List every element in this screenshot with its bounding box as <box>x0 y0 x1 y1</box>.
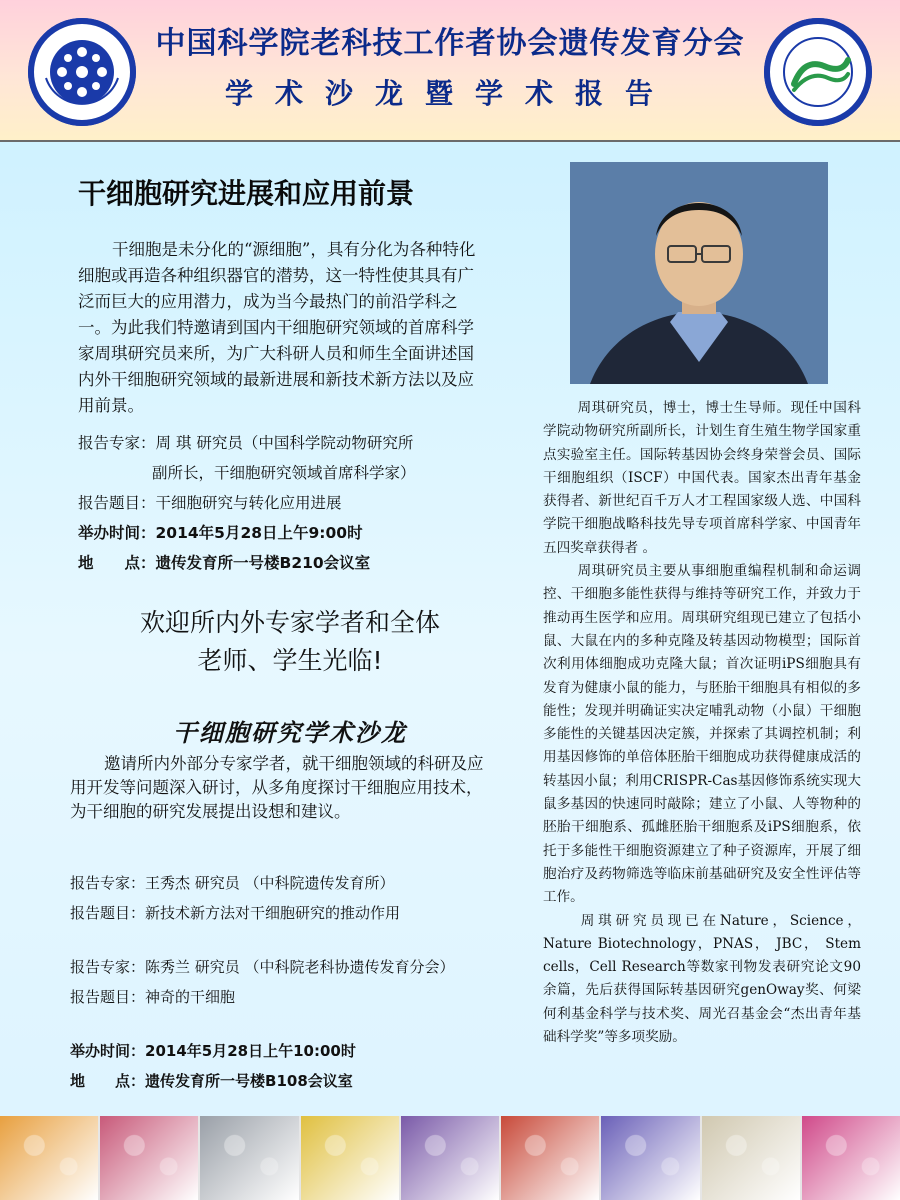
salon-talk-1-expert-row <box>70 868 530 898</box>
speaker-bio-text-3: 周琪研究员现已在Nature，Science，Nature Biotechnology，PNAS， JBC， Stem cells，Cell Research等数家刊物发表研究论文90余篇，先后获得国际转基因研究genOway奖、何梁何利基金科学与技术奖、周光召基金会“杰出青年基础科学奖”等多项奖励。 <box>543 912 861 1046</box>
salon-talk-2-expert-row <box>70 952 530 982</box>
main-report-place-label: 地 点： <box>78 554 156 572</box>
main-report-expert-value-2: 副所长，干细胞研究领域首席科学家） <box>152 464 416 482</box>
main-intro-text: 干细胞是未分化的“源细胞”，具有分化为各种特化细胞或再造各种组织器官的潜势，这一特性使其具有广泛而巨大的应用潜力，成为当今最热门的前沿学科之一。为此我们特邀请到国内干细胞研究领域的首席科学家周琪研究员来所，为广大科研人员和师生全面讲述国内外干细胞研究领域的最新进展和新技术新方法以及应用前景。 <box>78 240 476 415</box>
embryo-icon <box>301 1116 401 1200</box>
salon-place-label: 地 点： <box>70 1072 146 1090</box>
main-title: 干细胞研究进展和应用前景 <box>78 177 415 210</box>
main-report-expert-row <box>78 428 518 458</box>
main-report-time-value: 2014年5月28日上午9:00时 <box>155 524 363 542</box>
main-report-topic-value: 干细胞研究与转化应用进展 <box>155 494 342 512</box>
footer-image-strip <box>0 1116 900 1200</box>
speaker-bio <box>543 397 861 1049</box>
salon-time-value: 2014年5月28日上午10:00时 <box>145 1042 356 1060</box>
salon-time-row <box>70 1036 530 1066</box>
salon-intro-text: 邀请所内外部分专家学者，就干细胞领域的科研及应用开发等问题深入研讨，从多角度探讨干细胞应用技术，为干细胞的研究发展提出设想和建议。 <box>70 754 484 821</box>
main-report-topic-row <box>78 488 518 518</box>
speaker-portrait-icon <box>570 162 828 384</box>
main-report-time-label: 举办时间： <box>78 524 156 542</box>
salon-place-value: 遗传发育所一号楼B108会议室 <box>145 1072 353 1090</box>
main-report-topic-label: 报告题目： <box>78 494 156 512</box>
igdb-logo-icon <box>764 18 872 126</box>
poster-header <box>0 0 900 142</box>
salon-title: 干细胞研究学术沙龙 <box>173 718 407 747</box>
main-report-expert-label: 报告专家： <box>78 434 156 452</box>
speaker-photo <box>570 162 828 384</box>
header-title: 中国科学院老科技工作者协会遗传发育分会 <box>155 26 745 61</box>
mouse-purple-icon <box>401 1116 501 1200</box>
cells-red-icon <box>501 1116 601 1200</box>
salon-time-label: 举办时间： <box>70 1042 146 1060</box>
cells-orange-icon <box>0 1116 100 1200</box>
salon-talk-2-topic-value: 神奇的干细胞 <box>145 988 236 1006</box>
salon-intro <box>70 752 485 824</box>
speaker-bio-paragraph-3 <box>543 910 861 1050</box>
tissue-icon <box>702 1116 802 1200</box>
salon-talk-1 <box>70 868 530 928</box>
salon-talk-2 <box>70 952 530 1012</box>
salon-talk-1-expert-value: 王秀杰 研究员 （中科院遗传发育所） <box>145 874 395 892</box>
salon-talk-1-topic-row <box>70 898 530 928</box>
main-report-place-value: 遗传发育所一号楼B210会议室 <box>155 554 371 572</box>
speaker-bio-paragraph-1 <box>543 397 861 560</box>
salon-schedule <box>70 1036 530 1096</box>
cells-violet-icon <box>601 1116 701 1200</box>
speaker-bio-text-2: 周琪研究员主要从事细胞重编程机制和命运调控、干细胞多能性获得与维持等研究工作，并致力于推动再生医学和应用。周琪研究组现已建立了包括小鼠、大鼠在内的多种克隆及转基因动物模型；国际首次利用体细胞成功克隆大鼠；首次证明iPS细胞具有发育为健康小鼠的能力，与胚胎干细胞具有相似的多能性；发现并明确证实决定哺乳动物（小鼠）干细胞多能性的关键基因决定簇，并探索了其调控机制；利用基因修饰的单倍体胚胎干细胞成功获得健康成活的转基因小鼠；利用CRISPR-Cas基因修饰系统实现大鼠多基因的快速同时敲除；建立了小鼠、人等物种的胚胎干细胞系、孤雌胚胎干细胞系及iPS细胞系，依托于多能性干细胞资源建立了种子资源库，开展了细胞治疗及药物筛选等临床前基础研究及安全性评估等工作。 <box>543 563 861 906</box>
salon-talk-1-topic-value: 新技术新方法对干细胞研究的推动作用 <box>145 904 401 922</box>
welcome-line-2: 老师、学生光临! <box>197 646 383 675</box>
salon-talk-2-expert-value: 陈秀兰 研究员 （中科院老科协遗传发育分会） <box>145 958 455 976</box>
salon-talk-1-expert-label: 报告专家： <box>70 874 146 892</box>
welcome-line-1: 欢迎所内外专家学者和全体 <box>139 608 440 637</box>
main-report-expert-value: 周 琪 研究员（中国科学院动物研究所 <box>155 434 414 452</box>
header-subtitle: 学术沙龙暨学术报告 <box>224 77 675 110</box>
speaker-bio-paragraph-2 <box>543 560 861 909</box>
welcome-message <box>60 604 520 680</box>
main-report-time-row <box>78 518 518 548</box>
salon-talk-2-topic-row <box>70 982 530 1012</box>
salon-talk-1-topic-label: 报告题目： <box>70 904 146 922</box>
cells-magenta-icon <box>802 1116 900 1200</box>
salon-talk-2-expert-label: 报告专家： <box>70 958 146 976</box>
speaker-bio-text-1: 周琪研究员，博士，博士生导师。现任中国科学院动物研究所副所长，计划生育生殖生物学国家重点实验室主任。国际转基因协会终身荣誉会员、国际干细胞组织（ISCF）中国代表。国家杰出青年基金获得者、新世纪百千万人才工程国家级人选、中国科学院干细胞战略科技先导专项首席科学家、中国青年五四奖章获得者 。 <box>543 400 861 556</box>
mouse-icon <box>200 1116 300 1200</box>
salon-talk-2-topic-label: 报告题目： <box>70 988 146 1006</box>
main-intro <box>78 237 488 419</box>
salon-place-row <box>70 1066 530 1096</box>
main-report-info <box>78 428 518 578</box>
cells-pink-icon <box>100 1116 200 1200</box>
main-report-place-row <box>78 548 518 578</box>
